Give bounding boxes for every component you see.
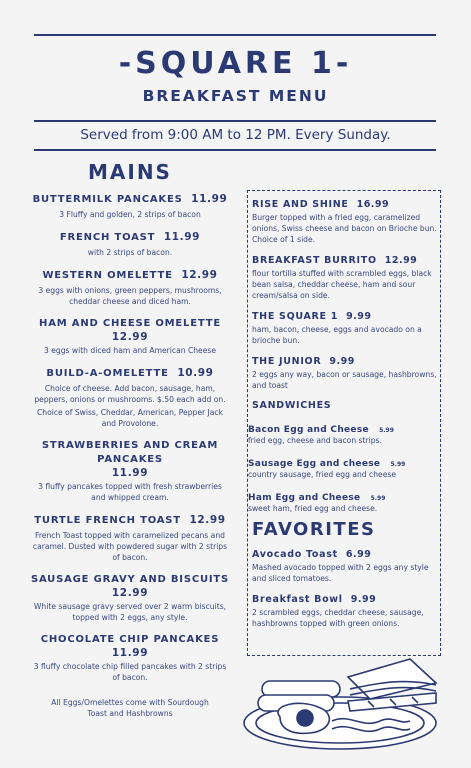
item-description: 3 Fluffy and golden, 2 strips of bacon xyxy=(59,210,201,219)
item-name: Ham Egg and Cheese xyxy=(248,493,361,503)
item-name: SAUSAGE GRAVY AND BISCUITS xyxy=(30,574,230,585)
menu-item xyxy=(30,633,230,683)
item-price: 11.99 xyxy=(163,231,201,243)
menu-item xyxy=(30,268,230,307)
item-price: 9.99 xyxy=(350,594,377,605)
sandwich-item xyxy=(248,417,438,446)
item-name: THE SQUARE 1 xyxy=(252,311,339,322)
item-description: ham, bacon, cheese, eggs and avocado on a brioche bun. xyxy=(252,325,422,345)
item-name: TURTLE FRENCH TOAST xyxy=(34,515,181,526)
menu-item xyxy=(30,366,230,429)
item-name: FRENCH TOAST xyxy=(59,232,156,243)
menu-item xyxy=(252,593,438,629)
item-price: 12.99 xyxy=(111,587,149,599)
favorites-heading: FAVORITES xyxy=(252,519,376,540)
item-price: 5.99 xyxy=(390,461,406,468)
item-price: 5.99 xyxy=(370,495,386,502)
served-hours: Served from 9:00 AM to 12 PM. Every Sunday. xyxy=(80,127,391,143)
item-description: 3 eggs with diced ham and American Cheese xyxy=(43,346,217,355)
item-description: flour tortilla stuffed with scrambled eggs, black bean salsa, cheddar cheese, ham and sour cream/salsa on side. xyxy=(252,269,432,300)
item-price: 10.99 xyxy=(177,367,214,379)
item-description: fried egg, cheese and bacon strips. xyxy=(248,436,382,445)
item-description: 3 fluffy pancakes topped with fresh strawberries and whipped cream. xyxy=(38,482,222,502)
menu-item xyxy=(252,198,438,245)
served-bottom-rule xyxy=(34,149,436,151)
item-description: White sausage gravy served over 2 warm biscuits, topped with 2 eggs, any style. xyxy=(33,602,227,622)
item-name: HAM AND CHEESE OMELETTE xyxy=(39,318,221,329)
item-price: 11.99 xyxy=(111,647,149,659)
item-name: Avocado Toast xyxy=(252,549,338,560)
item-description: Burger topped with a fried egg, caramelized onions, Swiss cheese and bacon on Brioche bun. Choice of 1 side. xyxy=(252,213,437,244)
item-name: WESTERN OMELETTE xyxy=(42,270,173,281)
item-name: BUTTERMILK PANCAKES xyxy=(32,194,183,205)
item-price: 12.99 xyxy=(384,255,418,266)
menu-item xyxy=(252,355,438,391)
item-description: sweet ham, fried egg and cheese. xyxy=(248,504,378,513)
item-name: CHOCOLATE CHIP PANCAKES xyxy=(40,634,220,645)
item-price: 12.99 xyxy=(189,514,226,526)
mains-list xyxy=(30,192,230,719)
menu-item xyxy=(30,513,230,563)
item-price: 5.99 xyxy=(379,427,394,434)
item-price: 12.99 xyxy=(181,269,218,281)
item-price: 9.99 xyxy=(346,311,372,322)
menu-item xyxy=(252,254,438,301)
item-price: 6.99 xyxy=(345,549,372,560)
item-description: French Toast topped with caramelized pecans and caramel. Dusted with powdered sugar with 2 strips of bacon. xyxy=(32,531,228,562)
menu-item xyxy=(252,548,438,584)
item-price: 11.99 xyxy=(191,193,228,205)
item-price: 12.99 xyxy=(111,331,149,343)
menu-item xyxy=(30,317,230,356)
sides-note: All Eggs/Omelettes come with Sourdough Toast and Hashbrowns xyxy=(51,698,209,718)
menu-item xyxy=(30,573,230,623)
item-description: 2 scrambled eggs, cheddar cheese, sausage, hashbrowns topped with green onions. xyxy=(252,608,424,628)
item-description: Mashed avocado topped with 2 eggs any style and sliced tomatoes. xyxy=(252,563,429,583)
item-name: BREAKFAST BURRITO xyxy=(252,255,377,266)
item-description: 3 eggs with onions, green peppers, mushrooms, cheddar cheese and diced ham. xyxy=(38,286,222,306)
item-price: 16.99 xyxy=(356,199,390,210)
sandwiches-heading: SANDWICHES xyxy=(252,400,332,411)
item-price: 9.99 xyxy=(329,356,355,367)
menu-subtitle: BREAKFAST MENU xyxy=(142,87,329,105)
item-description: country sausage, fried egg and cheese xyxy=(248,470,397,479)
sandwich-item xyxy=(248,451,438,480)
specials-list xyxy=(248,198,438,638)
served-top-rule xyxy=(34,120,436,122)
item-description: with 2 strips of bacon. xyxy=(87,248,173,257)
menu-item xyxy=(30,192,230,220)
item-name: Sausage Egg and cheese xyxy=(248,459,381,469)
top-rule xyxy=(34,34,436,36)
menu-item xyxy=(30,439,230,503)
item-description: Choice of cheese. Add bacon, sausage, ham, peppers, onions or mushrooms. $.50 each add on. xyxy=(34,384,226,404)
item-name: Breakfast Bowl xyxy=(252,594,343,605)
item-name: THE JUNIOR xyxy=(252,356,322,367)
item-name: STRAWBERRIES AND CREAM PANCAKES xyxy=(41,440,219,465)
breakfast-plate-illustration xyxy=(240,655,440,755)
item-name: BUILD-A-OMELETTE xyxy=(46,368,169,379)
item-description: 3 fluffy chocolate chip filled pancakes with 2 strips of bacon. xyxy=(33,662,227,682)
restaurant-title: -SQUARE 1- xyxy=(118,46,353,81)
item-name: RISE AND SHINE xyxy=(252,199,349,210)
item-description-cheese: Choice of Swiss, Cheddar, American, Pepper Jack and Provolone. xyxy=(36,408,224,428)
item-description: 2 eggs any way, bacon or sausage, hashbrowns, and toast xyxy=(252,370,437,390)
item-name: Bacon Egg and Cheese xyxy=(248,425,369,435)
mains-heading: MAINS xyxy=(88,160,172,184)
item-price: 11.99 xyxy=(111,467,149,479)
sandwich-item xyxy=(248,485,438,514)
menu-item xyxy=(30,230,230,258)
menu-item xyxy=(252,310,438,346)
